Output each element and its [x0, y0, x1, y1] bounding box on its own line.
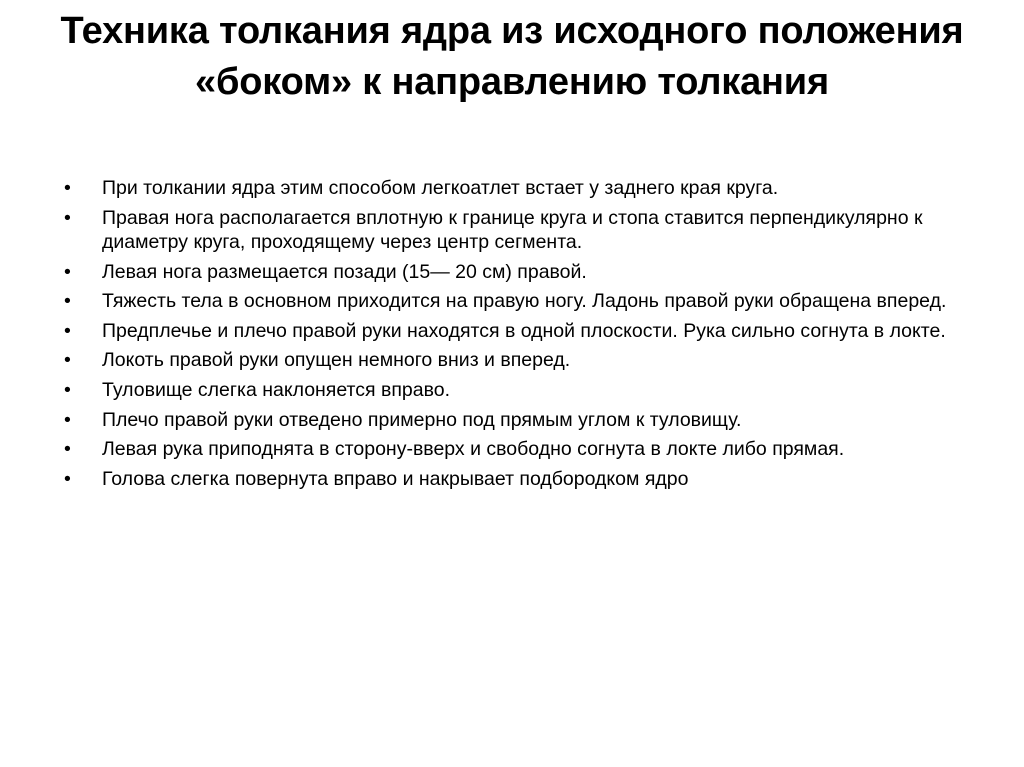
bullet-dot-icon: •: [64, 177, 71, 199]
list-item: [50, 408, 980, 433]
list-item-text: Правая нога располагается вплотную к границе круга и стопа ставится перпендикулярно к диаметру круга, проходящему через центр сегмента.: [102, 206, 923, 254]
bullet-dot-icon: •: [64, 349, 71, 372]
bullet-dot-icon: •: [64, 319, 71, 342]
list-item-text: Плечо правой руки отведено примерно под прямым углом к туловищу.: [102, 408, 742, 431]
list-item-text: Локоть правой руки опущен немного вниз и вперед.: [102, 349, 571, 372]
bullet-dot-icon: •: [64, 378, 71, 401]
list-item: [50, 319, 980, 344]
list-item: [50, 176, 980, 201]
list-item-text: При толкании ядра этим способом легкоатлет встает у заднего края круга.: [102, 177, 779, 199]
bullet-dot-icon: •: [64, 290, 71, 313]
bullet-dot-icon: •: [64, 438, 71, 461]
bullet-dot-icon: •: [64, 408, 71, 431]
list-item: [50, 467, 980, 492]
list-item: [50, 348, 980, 373]
bullet-list: [50, 176, 980, 496]
bullet-dot-icon: •: [64, 206, 71, 229]
list-item: [50, 378, 980, 403]
list-item: [50, 289, 980, 314]
list-item-text: Туловище слегка наклоняется вправо.: [102, 378, 451, 401]
list-item-text: Голова слегка повернута вправо и накрывает подбородком ядро: [102, 467, 689, 490]
list-item: [50, 206, 980, 255]
page-title: Техника толкания ядра из исходного положения «боком» к направлению толкания: [60, 10, 964, 103]
bullet-dot-icon: •: [64, 467, 71, 490]
list-item-text: Левая нога размещается позади (15— 20 см) правой.: [102, 260, 587, 283]
list-item-text: Левая рука приподнята в сторону-вверх и свободно согнута в локте либо прямая.: [102, 438, 845, 461]
bullet-dot-icon: •: [64, 260, 71, 283]
list-item: [50, 437, 980, 462]
list-item-text: Предплечье и плечо правой руки находятся в одной плоскости. Рука сильно согнута в локте.: [102, 319, 946, 342]
list-item: [50, 260, 980, 285]
list-item-text: Тяжесть тела в основном приходится на правую ногу. Ладонь правой руки обращена вперед.: [102, 290, 947, 313]
